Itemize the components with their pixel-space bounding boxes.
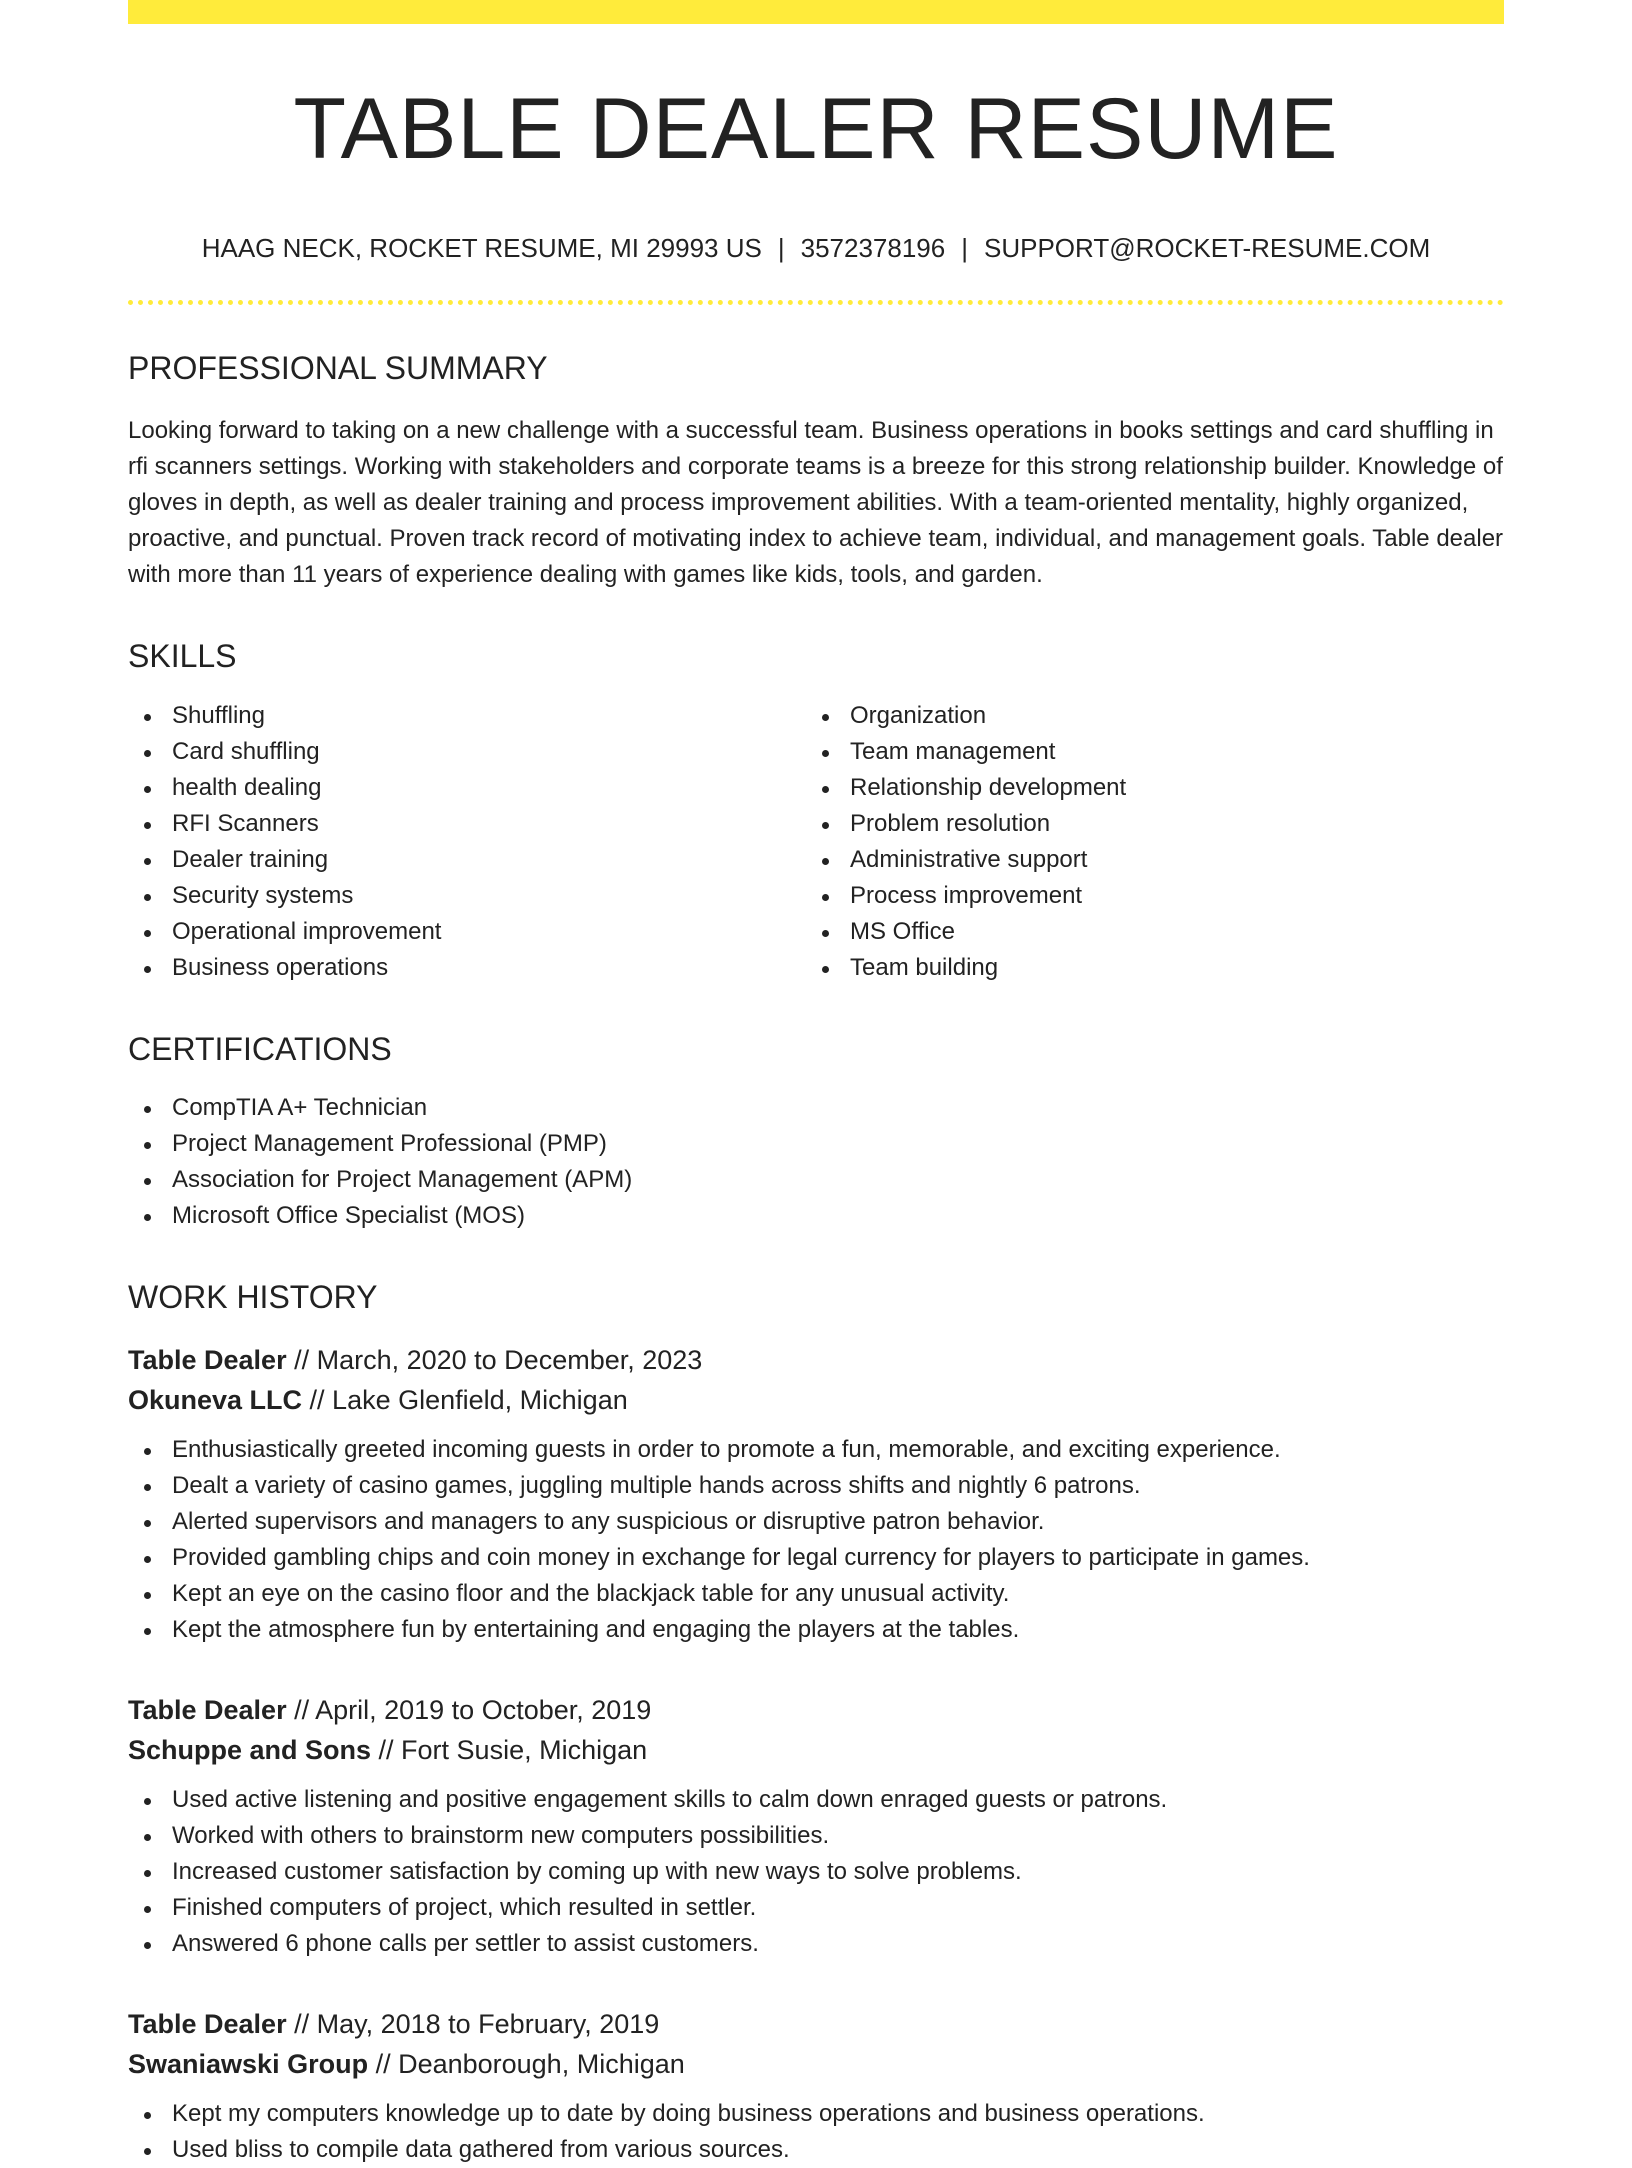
skills-list-right: [806, 698, 1484, 986]
job-dates: // April, 2019 to October, 2019: [286, 1695, 652, 1726]
job-location: // Lake Glenfield, Michigan: [302, 1385, 628, 1416]
contact-line: [128, 233, 1504, 264]
certification-item: Project Management Professional (PMP): [128, 1126, 1504, 1162]
summary-heading: PROFESSIONAL SUMMARY: [128, 349, 548, 386]
skill-item: Team building: [806, 950, 1484, 986]
job-title-line: [128, 2004, 1504, 2044]
job-entry: [128, 1690, 1504, 1962]
job-company: Swaniawski Group: [128, 2049, 369, 2080]
skills-columns: [128, 698, 1504, 986]
resume-title: TABLE DEALER RESUME: [293, 81, 1339, 177]
job-entry: [128, 1340, 1504, 1648]
job-company-line: [128, 2044, 1504, 2084]
job-bullet: Worked with others to brainstorm new computers possibilities.: [128, 1818, 1504, 1854]
certification-item: CompTIA A+ Technician: [128, 1090, 1504, 1126]
job-bullets: [128, 2096, 1504, 2168]
certification-item: Association for Project Management (APM): [128, 1162, 1504, 1198]
job-bullet: Used bliss to compile data gathered from various sources.: [128, 2132, 1504, 2168]
job-bullet: Used active listening and positive engagement skills to calm down enraged guests or patrons.: [128, 1782, 1504, 1818]
skill-item: Relationship development: [806, 770, 1484, 806]
job-bullet: Kept an eye on the casino floor and the blackjack table for any unusual activity.: [128, 1576, 1504, 1612]
job-bullet: Answered 6 phone calls per settler to assist customers.: [128, 1926, 1504, 1962]
certification-item: Microsoft Office Specialist (MOS): [128, 1198, 1504, 1234]
skill-item: Process improvement: [806, 878, 1484, 914]
skills-heading: SKILLS: [128, 638, 237, 675]
contact-separator: |: [777, 232, 785, 263]
skill-item: Business operations: [128, 950, 806, 986]
job-bullets: [128, 1432, 1504, 1648]
skill-item: MS Office: [806, 914, 1484, 950]
contact-email[interactable]: SUPPORT@ROCKET-RESUME.COM: [983, 232, 1431, 263]
skill-item: health dealing: [128, 770, 806, 806]
job-location: // Fort Susie, Michigan: [371, 1735, 648, 1766]
job-bullet: Provided gambling chips and coin money in exchange for legal currency for players to participate in games.: [128, 1540, 1504, 1576]
job-entry: [128, 2004, 1504, 2168]
job-title: Table Dealer: [128, 2009, 287, 2040]
resume-page: [128, 0, 1504, 2168]
job-company: Okuneva LLC: [128, 1385, 303, 1416]
job-bullet: Finished computers of project, which resulted in settler.: [128, 1890, 1504, 1926]
skill-item: Operational improvement: [128, 914, 806, 950]
skills-list-left: [128, 698, 806, 986]
job-bullet: Alerted supervisors and managers to any suspicious or disruptive patron behavior.: [128, 1504, 1504, 1540]
job-company: Schuppe and Sons: [128, 1735, 372, 1766]
top-accent-bar: [128, 0, 1504, 24]
job-title-line: [128, 1690, 1504, 1730]
job-title: Table Dealer: [128, 1695, 287, 1726]
skill-item: RFI Scanners: [128, 806, 806, 842]
job-bullet: Increased customer satisfaction by coming up with new ways to solve problems.: [128, 1854, 1504, 1890]
dotted-divider: [128, 300, 1504, 305]
job-company-line: [128, 1730, 1504, 1770]
job-bullet: Enthusiastically greeted incoming guests in order to promote a fun, memorable, and exciting experience.: [128, 1432, 1504, 1468]
job-company-line: [128, 1380, 1504, 1420]
job-title: Table Dealer: [128, 1345, 287, 1376]
skill-item: Security systems: [128, 878, 806, 914]
job-bullets: [128, 1782, 1504, 1962]
job-dates: // March, 2020 to December, 2023: [286, 1345, 703, 1376]
contact-address: HAAG NECK, ROCKET RESUME, MI 29993 US: [201, 232, 762, 263]
skill-item: Administrative support: [806, 842, 1484, 878]
work-history-heading: WORK HISTORY: [128, 1278, 378, 1315]
skill-item: Organization: [806, 698, 1484, 734]
summary-text: Looking forward to taking on a new challenge with a successful team. Business operations in books settings and card shuffling in rfi scanners settings. Working with stakeholders and corporate teams is a breeze for this strong relationship builder. Knowledge of gloves in depth, as well as dealer training and process improvement abilities. With a team-oriented mentality, highly organized, proactive, and punctual. Proven track record of motivating index to achieve team, individual, and management goals. Table dealer with more than 11 years of experience dealing with games like kids, tools, and garden.: [128, 417, 1504, 589]
skill-item: Shuffling: [128, 698, 806, 734]
skill-item: Card shuffling: [128, 734, 806, 770]
job-bullet: Kept my computers knowledge up to date by doing business operations and business operations.: [128, 2096, 1504, 2132]
contact-phone: 3572378196: [800, 232, 946, 263]
job-title-line: [128, 1340, 1504, 1380]
certifications-heading: CERTIFICATIONS: [128, 1030, 392, 1067]
job-bullet: Kept the atmosphere fun by entertaining and engaging the players at the tables.: [128, 1612, 1504, 1648]
job-dates: // May, 2018 to February, 2019: [286, 2009, 660, 2040]
skill-item: Team management: [806, 734, 1484, 770]
skill-item: Dealer training: [128, 842, 806, 878]
contact-separator: |: [961, 232, 968, 263]
job-bullet: Dealt a variety of casino games, juggling multiple hands across shifts and nightly 6 patrons.: [128, 1468, 1504, 1504]
job-location: // Deanborough, Michigan: [368, 2049, 685, 2080]
certifications-list: [128, 1090, 1504, 1234]
skill-item: Problem resolution: [806, 806, 1484, 842]
